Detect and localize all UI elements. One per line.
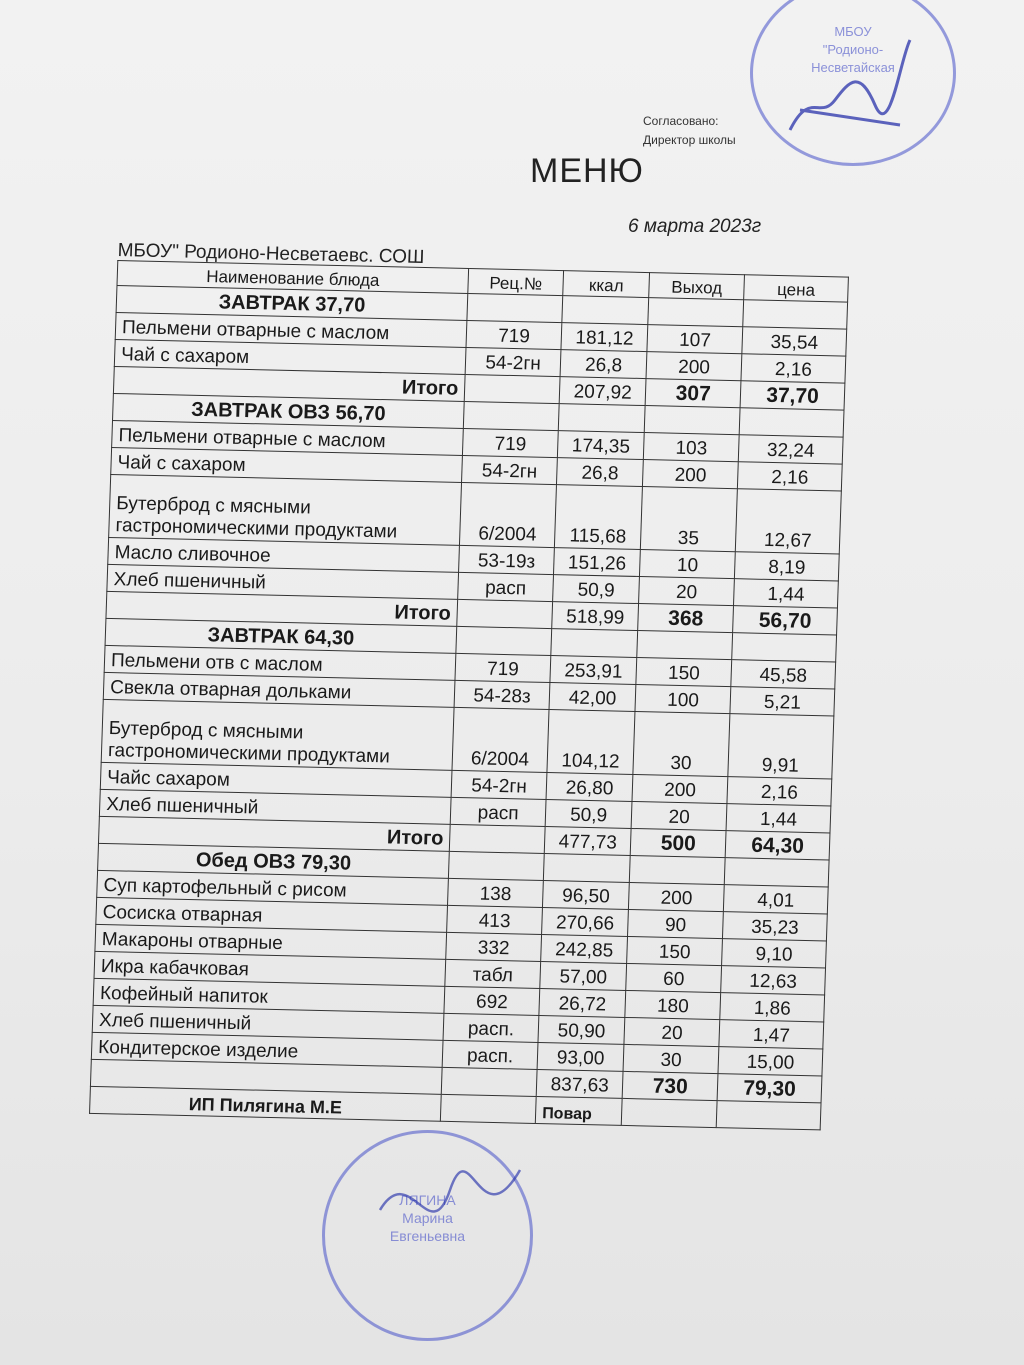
kcal-value: 26,80: [546, 773, 633, 802]
total-output: 307: [645, 379, 741, 408]
section-title: Обед ОВЗ 79,30: [98, 843, 450, 878]
recipe-number: расп: [458, 572, 554, 601]
chef-stamp-text-3: Евгеньевна: [389, 1228, 466, 1244]
output-value: 10: [640, 550, 736, 579]
menu-table: [89, 260, 849, 1130]
dish-name: Сосиска отварная: [96, 897, 448, 932]
price-value: 2,16: [741, 354, 846, 383]
output-value: 200: [643, 460, 739, 489]
empty-cell: [743, 300, 848, 329]
header-output: Выход: [649, 273, 745, 300]
total-label: Итого: [106, 591, 458, 626]
total-kcal: 207,92: [559, 377, 646, 406]
output-value: 60: [626, 963, 722, 992]
price-value: 2,16: [738, 462, 843, 491]
total-kcal: 518,99: [552, 602, 639, 631]
price-value: 1,47: [719, 1020, 824, 1049]
empty-cell: [630, 855, 726, 884]
approval-line-1: Согласовано:: [643, 114, 719, 128]
menu-body: [90, 286, 848, 1130]
empty-cell: [621, 1098, 717, 1127]
kcal-value: 26,72: [539, 988, 626, 1017]
dish-name: Хлеб пшеничный: [99, 789, 451, 824]
output-value: 20: [631, 801, 727, 830]
recipe-number: 6/2004: [460, 482, 557, 547]
dish-name: Суп картофельный с рисом: [97, 870, 449, 905]
signature-role: Повар: [535, 1096, 622, 1125]
kcal-value: 270,66: [542, 907, 629, 936]
kcal-value: 104,12: [547, 710, 635, 775]
dish-name: Пельмени отварные с маслом: [115, 312, 467, 347]
empty-cell: [440, 1094, 536, 1123]
school-name: МБОУ" Родионо-Несветаевс. СОШ: [117, 240, 425, 268]
recipe-number: 6/2004: [452, 707, 549, 772]
kcal-value: 253,91: [550, 656, 637, 685]
price-value: 1,44: [726, 804, 831, 833]
empty-cell: [543, 854, 630, 883]
output-value: 150: [627, 936, 723, 965]
empty-cell: [648, 298, 744, 327]
approval-line-2: Директор школы: [643, 133, 736, 147]
kcal-value: 115,68: [554, 485, 642, 550]
menu-date: 6 марта 2023г: [628, 216, 762, 237]
recipe-number: 719: [466, 320, 562, 349]
output-value: 20: [624, 1017, 720, 1046]
output-value: 180: [625, 990, 721, 1019]
dish-name: Чай с сахаром: [111, 447, 463, 482]
section-title: ЗАВТРАК 64,30: [105, 618, 457, 653]
price-value: 12,63: [721, 966, 826, 995]
dish-name: Икра кабачковая: [94, 951, 446, 986]
empty-cell: [637, 631, 733, 660]
empty-cell: [732, 633, 837, 662]
empty-cell: [457, 599, 553, 628]
output-value: 200: [646, 352, 742, 381]
kcal-value: 57,00: [540, 961, 627, 990]
kcal-value: 50,9: [545, 800, 632, 829]
empty-cell: [449, 824, 545, 853]
price-value: 15,00: [718, 1047, 823, 1076]
recipe-number: табл: [445, 959, 541, 988]
total-price: 79,30: [717, 1074, 822, 1103]
dish-name: Кондитерское изделие: [91, 1032, 443, 1067]
page-title: МЕНЮ: [530, 152, 644, 190]
signature-name: ИП Пилягина М.Е: [90, 1086, 442, 1121]
price-value: 8,19: [735, 552, 840, 581]
dish-name: Кофейный напиток: [93, 978, 445, 1013]
recipe-number: 719: [463, 428, 559, 457]
recipe-number: 54-28з: [454, 680, 550, 709]
recipe-number: расп: [450, 797, 546, 826]
empty-cell: [724, 858, 829, 887]
total-label: Итого: [98, 816, 450, 851]
director-signature: [780, 30, 920, 160]
output-value: 35: [641, 487, 738, 552]
recipe-number: 413: [447, 905, 543, 934]
empty-cell: [739, 408, 844, 437]
output-value: 20: [639, 577, 735, 606]
stamp-text-1: МБОУ: [834, 24, 872, 39]
price-value: 2,16: [727, 777, 832, 806]
empty-cell: [716, 1101, 821, 1130]
output-value: 200: [629, 882, 725, 911]
kcal-value: 26,8: [557, 458, 644, 487]
dish-name: Масло сливочное: [108, 537, 460, 572]
dish-name: Бутерброд с мясными гастрономическими продуктами: [101, 699, 454, 770]
kcal-value: 96,50: [543, 881, 630, 910]
dish-name: Чай с сахаром: [114, 339, 466, 374]
header-price: цена: [744, 275, 849, 302]
recipe-number: 54-2гн: [465, 347, 561, 376]
header-dish: Наименование блюда: [117, 261, 469, 294]
price-value: 12,67: [735, 489, 841, 554]
kcal-value: 174,35: [557, 431, 644, 460]
stamp-text-3: Несветайская: [811, 60, 895, 75]
output-value: 103: [644, 433, 740, 462]
output-value: 107: [647, 325, 743, 354]
header-recipe: Рец.№: [468, 268, 564, 295]
price-value: 32,24: [738, 435, 843, 464]
price-value: 9,91: [728, 714, 834, 779]
total-output: 368: [638, 604, 734, 633]
recipe-number: расп.: [443, 1013, 539, 1042]
output-value: 30: [633, 711, 730, 776]
dish-name: Свекла отварная дольками: [103, 672, 455, 707]
price-value: 45,58: [731, 660, 836, 689]
section-title: ЗАВТРАК 37,70: [116, 286, 468, 321]
chef-stamp-text-1: ЛЯГИНА: [399, 1192, 456, 1208]
kcal-value: 151,26: [554, 548, 641, 577]
total-kcal: 837,63: [536, 1069, 623, 1098]
dish-name: Пельмени отварные с маслом: [112, 420, 464, 455]
price-value: 4,01: [724, 885, 829, 914]
output-value: 150: [636, 658, 732, 687]
price-value: 1,44: [734, 579, 839, 608]
header-kcal: ккал: [563, 271, 650, 298]
recipe-number: 54-2гн: [462, 455, 558, 484]
price-value: 35,54: [742, 327, 847, 356]
recipe-number: расп.: [442, 1040, 538, 1069]
dish-name: Макароны отварные: [95, 924, 447, 959]
empty-cell: [551, 629, 638, 658]
total-price: 56,70: [733, 606, 838, 635]
dish-name: Чайс сахаром: [100, 762, 452, 797]
chef-stamp-text-2: Марина: [402, 1210, 453, 1226]
dish-name: Бутерброд с мясными гастрономическими продуктами: [109, 474, 462, 545]
output-value: 200: [632, 774, 728, 803]
recipe-number: 53-19з: [459, 545, 555, 574]
empty-cell: [644, 406, 740, 435]
price-value: 9,10: [722, 939, 827, 968]
empty-cell: [456, 626, 552, 655]
kcal-value: 242,85: [541, 934, 628, 963]
chef-signature: [370, 1150, 530, 1270]
empty-cell: [562, 296, 649, 325]
empty-cell: [463, 401, 559, 430]
dish-name: Хлеб пшеничный: [92, 1005, 444, 1040]
kcal-value: 93,00: [537, 1042, 624, 1071]
approval-block: [643, 112, 736, 150]
empty-cell: [558, 404, 645, 433]
price-value: 5,21: [730, 687, 835, 716]
total-price: 37,70: [740, 381, 845, 410]
kcal-value: 50,9: [553, 575, 640, 604]
section-title: ЗАВТРАК ОВЗ 56,70: [113, 393, 465, 428]
total-label: Итого: [113, 366, 465, 401]
output-value: 30: [623, 1044, 719, 1073]
dish-name: Хлеб пшеничный: [107, 564, 459, 599]
empty-cell: [464, 374, 560, 403]
dish-name: Пельмени отв с маслом: [104, 645, 456, 680]
recipe-number: 54-2гн: [451, 770, 547, 799]
output-value: 90: [628, 909, 724, 938]
price-value: 35,23: [723, 912, 828, 941]
kcal-value: 181,12: [561, 323, 648, 352]
empty-cell: [441, 1067, 537, 1096]
recipe-number: 138: [448, 878, 544, 907]
total-output: 730: [622, 1071, 718, 1100]
stamp-text-2: "Родионо-: [822, 42, 884, 57]
menu-table-wrap: [89, 240, 848, 1130]
total-output: 500: [630, 828, 726, 857]
output-value: 100: [635, 684, 731, 713]
empty-cell: [449, 851, 545, 880]
empty-cell: [467, 293, 563, 322]
recipe-number: 719: [455, 653, 551, 682]
kcal-value: 50,90: [538, 1015, 625, 1044]
kcal-value: 42,00: [549, 683, 636, 712]
kcal-value: 26,8: [560, 350, 647, 379]
total-price: 64,30: [725, 831, 830, 860]
recipe-number: 692: [444, 986, 540, 1015]
recipe-number: 332: [446, 932, 542, 961]
total-kcal: 477,73: [544, 827, 631, 856]
price-value: 1,86: [720, 993, 825, 1022]
